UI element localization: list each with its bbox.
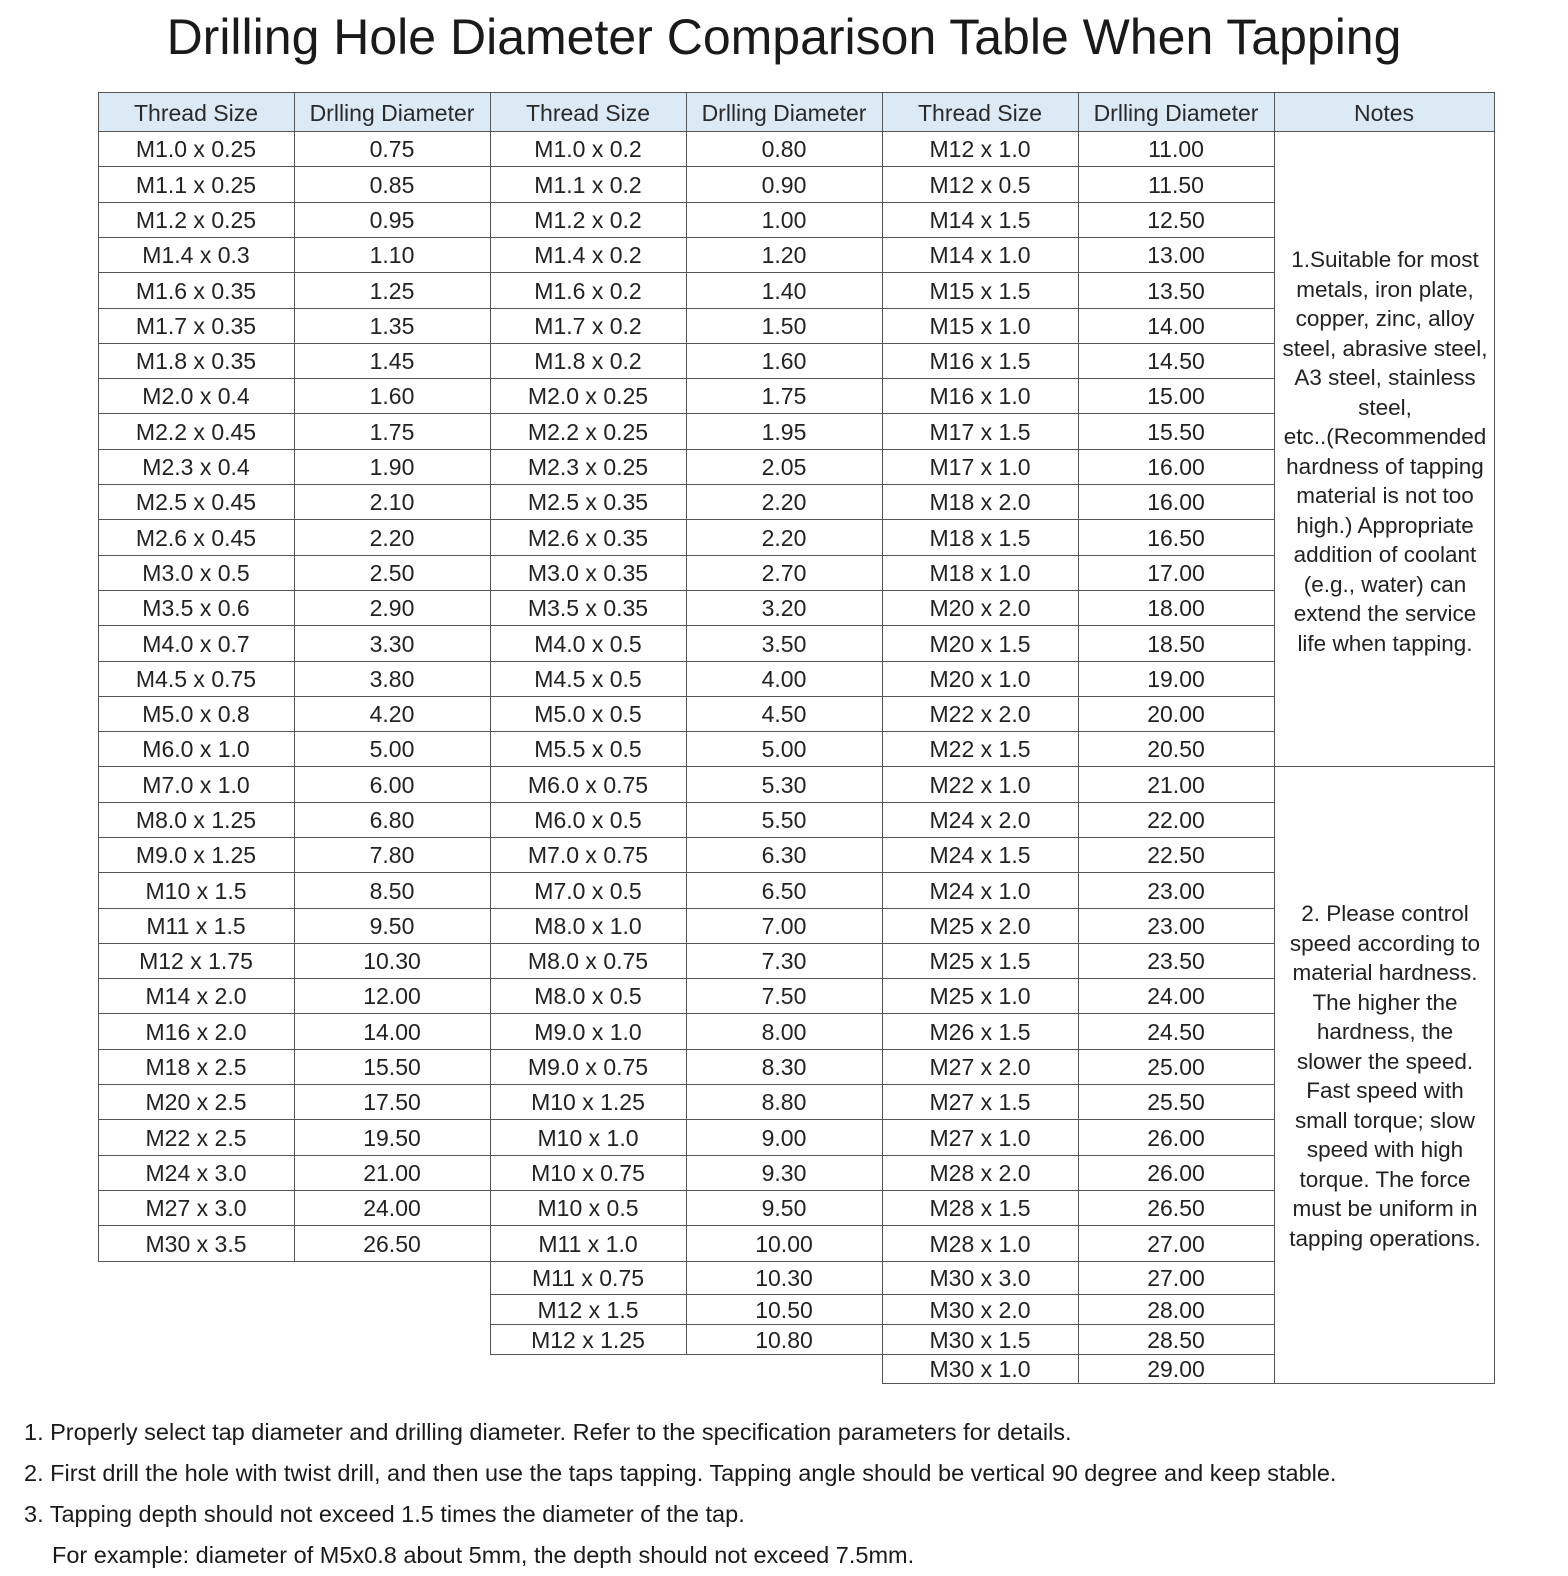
table-rule xyxy=(98,1261,491,1262)
g1-drilling-diameter: 0.95 xyxy=(369,207,415,233)
g1-thread-size: M1.2 x 0.25 xyxy=(135,207,257,233)
g1-thread-size: M1.7 x 0.35 xyxy=(135,313,257,339)
note-2-line: Fast speed with xyxy=(1306,1078,1464,1103)
note-2 xyxy=(1276,899,1494,1253)
g3-thread-size: M25 x 2.0 xyxy=(929,913,1031,939)
g3-drilling-diameter: 14.50 xyxy=(1147,348,1205,374)
table-rule xyxy=(1078,92,1079,1383)
g1-thread-size: M22 x 2.5 xyxy=(145,1125,247,1151)
g3-drilling-diameter: 28.00 xyxy=(1147,1297,1205,1323)
g2-thread-size: M8.0 x 0.75 xyxy=(527,948,649,974)
note-2-line: torque. The force xyxy=(1299,1166,1471,1192)
g3-drilling-diameter: 15.50 xyxy=(1147,419,1205,445)
g3-thread-size: M30 x 1.0 xyxy=(929,1356,1031,1382)
g1-drilling-diameter: 3.30 xyxy=(369,631,415,657)
g2-thread-size: M10 x 1.25 xyxy=(531,1089,645,1115)
g2-drilling-diameter: 6.50 xyxy=(761,878,807,904)
g2-drilling-diameter: 10.50 xyxy=(755,1297,813,1323)
g3-thread-size: M24 x 1.5 xyxy=(929,842,1031,868)
g2-thread-size: M10 x 1.0 xyxy=(537,1125,639,1151)
g3-drilling-diameter: 13.50 xyxy=(1147,278,1205,304)
g2-drilling-diameter: 10.80 xyxy=(755,1327,813,1353)
g3-drilling-diameter: 18.50 xyxy=(1147,631,1205,657)
g1-thread-size: M16 x 2.0 xyxy=(145,1019,247,1045)
g2-drilling-diameter: 10.30 xyxy=(755,1265,813,1291)
g3-drilling-diameter: 14.00 xyxy=(1147,313,1205,339)
g1-drilling-diameter: 9.50 xyxy=(369,913,415,939)
g1-drilling-diameter: 0.85 xyxy=(369,172,415,198)
g2-drilling-diameter: 3.50 xyxy=(761,631,807,657)
g3-drilling-diameter: 27.00 xyxy=(1147,1231,1205,1257)
g1-thread-size: M3.0 x 0.5 xyxy=(142,560,250,586)
g1-drilling-diameter: 21.00 xyxy=(363,1160,421,1186)
g3-drilling-diameter: 16.00 xyxy=(1147,454,1205,480)
g3-thread-size: M20 x 2.0 xyxy=(929,595,1031,621)
note-1-line: etc..(Recommended xyxy=(1283,424,1487,449)
g3-thread-size: M15 x 1.5 xyxy=(929,278,1031,304)
note-2-line: speed with high xyxy=(1306,1137,1464,1162)
g2-thread-size: M1.2 x 0.2 xyxy=(534,207,642,233)
g1-drilling-diameter: 1.10 xyxy=(369,242,415,268)
g2-thread-size: M9.0 x 0.75 xyxy=(527,1054,649,1080)
g3-drilling-diameter: 27.00 xyxy=(1147,1265,1205,1291)
note-2-line: material hardness. xyxy=(1292,960,1478,985)
g2-drilling-diameter: 8.00 xyxy=(761,1019,807,1045)
note-1 xyxy=(1276,245,1494,658)
g2-thread-size: M1.8 x 0.2 xyxy=(534,348,642,374)
g3-drilling-diameter: 23.00 xyxy=(1147,913,1205,939)
g3-thread-size: M16 x 1.0 xyxy=(929,383,1031,409)
g3-drilling-diameter: 25.00 xyxy=(1147,1054,1205,1080)
g1-drilling-diameter: 1.60 xyxy=(369,383,415,409)
g2-drilling-diameter: 5.50 xyxy=(761,807,807,833)
g2-thread-size: M2.0 x 0.25 xyxy=(527,383,649,409)
g1-drilling-diameter: 6.80 xyxy=(369,807,415,833)
g2-thread-size: M5.0 x 0.5 xyxy=(534,701,642,727)
g3-thread-size: M14 x 1.5 xyxy=(929,207,1031,233)
g3-drilling-diameter: 24.00 xyxy=(1147,983,1205,1009)
g1-thread-size: M1.4 x 0.3 xyxy=(142,242,250,268)
g1-thread-size: M20 x 2.5 xyxy=(145,1089,247,1115)
g2-thread-size: M2.3 x 0.25 xyxy=(527,454,649,480)
g3-drilling-diameter: 12.50 xyxy=(1147,207,1205,233)
g2-drilling-diameter: 2.20 xyxy=(761,489,807,515)
g1-thread-size: M2.2 x 0.45 xyxy=(135,419,257,445)
g2-drilling-diameter: 1.60 xyxy=(761,348,807,374)
g2-drilling-diameter: 1.20 xyxy=(761,242,807,268)
g1-drilling-diameter: 19.50 xyxy=(363,1125,421,1151)
g2-thread-size: M2.5 x 0.35 xyxy=(527,489,649,515)
note-1-line: steel, xyxy=(1358,394,1412,420)
g1-thread-size: M3.5 x 0.6 xyxy=(142,595,250,621)
g3-drilling-diameter: 16.50 xyxy=(1147,525,1205,551)
g3-drilling-diameter: 13.00 xyxy=(1147,242,1205,268)
g3-drilling-diameter: 11.00 xyxy=(1148,136,1204,162)
g3-drilling-diameter: 11.50 xyxy=(1148,172,1204,198)
g3-drilling-diameter: 23.50 xyxy=(1147,948,1205,974)
g1-thread-size: M10 x 1.5 xyxy=(145,878,247,904)
g2-drilling-diameter: 1.50 xyxy=(761,313,807,339)
g3-thread-size: M28 x 2.0 xyxy=(929,1160,1031,1186)
g1-drilling-diameter: 26.50 xyxy=(363,1231,421,1257)
note-1-line: extend the service xyxy=(1293,601,1477,626)
note-1-line: addition of coolant xyxy=(1293,542,1477,567)
g3-thread-size: M25 x 1.5 xyxy=(929,948,1031,974)
note-1-line: steel, abrasive steel, xyxy=(1282,335,1488,361)
g3-drilling-diameter: 22.50 xyxy=(1147,842,1205,868)
table-rule xyxy=(490,1354,883,1355)
g1-drilling-diameter: 0.75 xyxy=(369,136,415,162)
g3-thread-size: M27 x 2.0 xyxy=(929,1054,1031,1080)
g3-drilling-diameter: 20.50 xyxy=(1147,736,1205,762)
note-2-line: must be uniform in xyxy=(1292,1196,1478,1221)
g1-thread-size: M6.0 x 1.0 xyxy=(142,736,250,762)
g2-drilling-diameter: 8.30 xyxy=(761,1054,807,1080)
g2-drilling-diameter: 7.30 xyxy=(761,948,807,974)
g2-thread-size: M9.0 x 1.0 xyxy=(534,1019,642,1045)
g3-drilling-diameter: 15.00 xyxy=(1147,383,1205,409)
g2-thread-size: M12 x 1.25 xyxy=(531,1327,645,1353)
footer-line-2: 2. First drill the hole with twist drill, and then use the taps tapping. Tapping angle should be vertical 90 degree and keep stable. xyxy=(24,1460,1337,1486)
g1-thread-size: M7.0 x 1.0 xyxy=(142,772,250,798)
g1-drilling-diameter: 5.00 xyxy=(369,736,415,762)
g1-thread-size: M1.6 x 0.35 xyxy=(135,278,257,304)
g1-thread-size: M5.0 x 0.8 xyxy=(142,701,250,727)
note-1-line: 1.Suitable for most xyxy=(1291,247,1479,272)
g2-drilling-diameter: 3.20 xyxy=(761,595,807,621)
g2-thread-size: M1.6 x 0.2 xyxy=(534,278,642,304)
g1-drilling-diameter: 2.10 xyxy=(369,489,415,515)
note-1-line: (e.g., water) can xyxy=(1303,571,1467,597)
g3-thread-size: M16 x 1.5 xyxy=(929,348,1031,374)
g3-thread-size: M18 x 2.0 xyxy=(929,489,1031,515)
g1-drilling-diameter: 4.20 xyxy=(369,701,415,727)
g1-drilling-diameter: 2.50 xyxy=(369,560,415,586)
g2-drilling-diameter: 8.80 xyxy=(761,1089,807,1115)
g3-thread-size: M22 x 1.5 xyxy=(929,736,1031,762)
g2-drilling-diameter: 0.90 xyxy=(761,172,807,198)
g2-thread-size: M1.7 x 0.2 xyxy=(534,313,642,339)
g2-drilling-diameter: 4.50 xyxy=(761,701,807,727)
g3-thread-size: M17 x 1.5 xyxy=(929,419,1031,445)
g1-drilling-diameter: 8.50 xyxy=(369,878,415,904)
footer-instructions xyxy=(24,1412,1336,1576)
g3-thread-size: M12 x 1.0 xyxy=(929,136,1031,162)
g1-drilling-diameter: 6.00 xyxy=(369,772,415,798)
g2-thread-size: M6.0 x 0.5 xyxy=(534,807,642,833)
g2-thread-size: M11 x 0.75 xyxy=(531,1265,645,1291)
g2-drilling-diameter: 2.20 xyxy=(761,525,807,551)
g2-drilling-diameter: 7.00 xyxy=(761,913,807,939)
g3-drilling-diameter: 26.00 xyxy=(1147,1125,1205,1151)
table-rule xyxy=(686,92,687,1354)
page-title: Drilling Hole Diameter Comparison Table When Tapping xyxy=(166,9,1402,65)
g3-thread-size: M28 x 1.5 xyxy=(929,1195,1031,1221)
g1-thread-size: M8.0 x 1.25 xyxy=(135,807,257,833)
note-2-line: slower the speed. xyxy=(1296,1048,1474,1074)
g2-drilling-diameter: 2.05 xyxy=(761,454,807,480)
header-drilling-diameter-1: Drlling Diameter xyxy=(294,92,490,131)
g3-thread-size: M30 x 2.0 xyxy=(929,1297,1031,1323)
g1-thread-size: M1.0 x 0.25 xyxy=(135,136,257,162)
g2-drilling-diameter: 1.00 xyxy=(761,207,807,233)
g1-thread-size: M14 x 2.0 xyxy=(145,983,247,1009)
g2-thread-size: M5.5 x 0.5 xyxy=(534,736,642,762)
g1-thread-size: M1.1 x 0.25 xyxy=(135,172,257,198)
g2-drilling-diameter: 7.50 xyxy=(761,983,807,1009)
g1-drilling-diameter: 12.00 xyxy=(363,983,421,1009)
g2-drilling-diameter: 1.75 xyxy=(761,383,807,409)
g3-thread-size: M26 x 1.5 xyxy=(929,1019,1031,1045)
g1-drilling-diameter: 7.80 xyxy=(369,842,415,868)
g1-drilling-diameter: 1.35 xyxy=(369,313,415,339)
header-drilling-diameter-3: Drlling Diameter xyxy=(1078,92,1274,131)
note-2-line: tapping operations. xyxy=(1289,1225,1481,1251)
g2-drilling-diameter: 4.00 xyxy=(761,666,807,692)
g2-thread-size: M1.1 x 0.2 xyxy=(534,172,642,198)
g2-thread-size: M7.0 x 0.75 xyxy=(527,842,649,868)
g2-drilling-diameter: 1.95 xyxy=(761,419,807,445)
g1-drilling-diameter: 3.80 xyxy=(369,666,415,692)
note-1-line: copper, zinc, alloy xyxy=(1295,306,1475,331)
g2-thread-size: M7.0 x 0.5 xyxy=(534,878,642,904)
g1-drilling-diameter: 2.90 xyxy=(369,595,415,621)
g3-drilling-diameter: 18.00 xyxy=(1147,595,1205,621)
g2-thread-size: M6.0 x 0.75 xyxy=(527,772,649,798)
g1-thread-size: M2.3 x 0.4 xyxy=(142,454,250,480)
g1-thread-size: M18 x 2.5 xyxy=(145,1054,247,1080)
g3-thread-size: M18 x 1.5 xyxy=(929,525,1031,551)
g2-thread-size: M10 x 0.5 xyxy=(537,1195,639,1221)
g2-drilling-diameter: 5.00 xyxy=(761,736,807,762)
g3-drilling-diameter: 25.50 xyxy=(1147,1089,1205,1115)
table-rule xyxy=(294,92,295,1261)
g2-drilling-diameter: 2.70 xyxy=(761,560,807,586)
g3-drilling-diameter: 26.00 xyxy=(1147,1160,1205,1186)
g3-drilling-diameter: 17.00 xyxy=(1147,560,1205,586)
g2-thread-size: M1.4 x 0.2 xyxy=(534,242,642,268)
table-rule xyxy=(1274,131,1495,132)
g1-thread-size: M11 x 1.5 xyxy=(146,913,246,939)
g2-drilling-diameter: 1.40 xyxy=(761,278,807,304)
g3-thread-size: M28 x 1.0 xyxy=(929,1231,1031,1257)
g1-drilling-diameter: 2.20 xyxy=(369,525,415,551)
g3-drilling-diameter: 16.00 xyxy=(1147,489,1205,515)
g1-drilling-diameter: 15.50 xyxy=(363,1054,421,1080)
g3-thread-size: M17 x 1.0 xyxy=(929,454,1031,480)
g2-drilling-diameter: 9.30 xyxy=(761,1160,807,1186)
note-1-line: metals, iron plate, xyxy=(1296,276,1474,302)
table-rule xyxy=(98,92,99,1261)
note-1-line: hardness of tapping xyxy=(1286,453,1484,479)
g1-thread-size: M12 x 1.75 xyxy=(139,948,253,974)
footer-line-4: For example: diameter of M5x0.8 about 5mm, the depth should not exceed 7.5mm. xyxy=(52,1542,915,1568)
note-2-line: The higher the xyxy=(1312,989,1458,1015)
header-drilling-diameter-2: Drlling Diameter xyxy=(686,92,882,131)
g1-drilling-diameter: 1.25 xyxy=(369,278,415,304)
g1-thread-size: M27 x 3.0 xyxy=(145,1195,247,1221)
g1-drilling-diameter: 1.75 xyxy=(369,419,415,445)
g3-drilling-diameter: 19.00 xyxy=(1147,666,1205,692)
g2-thread-size: M4.0 x 0.5 xyxy=(534,631,642,657)
table-rule xyxy=(882,1383,1275,1384)
g3-thread-size: M14 x 1.0 xyxy=(929,242,1031,268)
g1-drilling-diameter: 1.90 xyxy=(369,454,415,480)
g2-drilling-diameter: 0.80 xyxy=(761,136,807,162)
g3-thread-size: M27 x 1.0 xyxy=(929,1125,1031,1151)
g1-thread-size: M4.0 x 0.7 xyxy=(142,631,250,657)
note-1-line: life when tapping. xyxy=(1297,630,1473,656)
g3-drilling-diameter: 29.00 xyxy=(1147,1356,1205,1382)
g3-drilling-diameter: 20.00 xyxy=(1147,701,1205,727)
footer-line-3: 3. Tapping depth should not exceed 1.5 times the diameter of the tap. xyxy=(24,1501,745,1527)
g1-thread-size: M2.0 x 0.4 xyxy=(142,383,250,409)
g3-thread-size: M30 x 3.0 xyxy=(929,1265,1031,1291)
g1-thread-size: M24 x 3.0 xyxy=(145,1160,247,1186)
note-1-line: material is not too xyxy=(1296,483,1474,508)
g2-drilling-diameter: 6.30 xyxy=(761,842,807,868)
g3-drilling-diameter: 21.00 xyxy=(1147,772,1205,798)
g3-thread-size: M20 x 1.5 xyxy=(929,631,1031,657)
g1-thread-size: M30 x 3.5 xyxy=(145,1231,247,1257)
header-notes: Notes xyxy=(1274,92,1494,131)
header-thread-size-1: Thread Size xyxy=(98,92,294,131)
g2-thread-size: M4.5 x 0.5 xyxy=(534,666,642,692)
g3-drilling-diameter: 22.00 xyxy=(1147,807,1205,833)
g1-drilling-diameter: 14.00 xyxy=(363,1019,421,1045)
header-thread-size-2: Thread Size xyxy=(490,92,686,131)
table-rule xyxy=(1494,92,1495,1383)
g1-thread-size: M1.8 x 0.35 xyxy=(135,348,257,374)
g3-thread-size: M30 x 1.5 xyxy=(929,1327,1031,1353)
g2-drilling-diameter: 9.50 xyxy=(761,1195,807,1221)
g3-thread-size: M15 x 1.0 xyxy=(929,313,1031,339)
note-2-line: hardness, the xyxy=(1316,1019,1454,1044)
g3-thread-size: M22 x 1.0 xyxy=(929,772,1031,798)
g3-thread-size: M22 x 2.0 xyxy=(929,701,1031,727)
g2-drilling-diameter: 10.00 xyxy=(755,1231,813,1257)
g3-thread-size: M12 x 0.5 xyxy=(929,172,1031,198)
table-rule xyxy=(1274,1383,1495,1384)
g2-thread-size: M10 x 0.75 xyxy=(531,1160,645,1186)
note-2-line: speed according to xyxy=(1289,930,1481,956)
g2-thread-size: M3.5 x 0.35 xyxy=(527,595,649,621)
g1-drilling-diameter: 17.50 xyxy=(363,1089,421,1115)
g1-thread-size: M2.6 x 0.45 xyxy=(135,525,257,551)
g3-thread-size: M24 x 2.0 xyxy=(929,807,1031,833)
g3-thread-size: M24 x 1.0 xyxy=(929,878,1031,904)
g1-drilling-diameter: 24.00 xyxy=(363,1195,421,1221)
note-1-line: high.) Appropriate xyxy=(1296,512,1474,538)
g3-drilling-diameter: 28.50 xyxy=(1147,1327,1205,1353)
note-2-line: small torque; slow xyxy=(1294,1107,1476,1133)
g2-thread-size: M3.0 x 0.35 xyxy=(527,560,649,586)
g2-thread-size: M8.0 x 1.0 xyxy=(534,913,642,939)
table-rule xyxy=(1274,766,1495,767)
g1-thread-size: M9.0 x 1.25 xyxy=(135,842,257,868)
g2-thread-size: M12 x 1.5 xyxy=(537,1297,639,1323)
g1-drilling-diameter: 1.45 xyxy=(369,348,415,374)
g3-drilling-diameter: 24.50 xyxy=(1147,1019,1205,1045)
table-rule xyxy=(1274,92,1275,1383)
g2-drilling-diameter: 9.00 xyxy=(761,1125,807,1151)
g3-thread-size: M18 x 1.0 xyxy=(929,560,1031,586)
g3-thread-size: M20 x 1.0 xyxy=(929,666,1031,692)
table-rule xyxy=(490,92,491,1354)
g1-thread-size: M2.5 x 0.45 xyxy=(135,489,257,515)
g3-thread-size: M27 x 1.5 xyxy=(929,1089,1031,1115)
table-rule xyxy=(882,92,883,1383)
g2-thread-size: M8.0 x 0.5 xyxy=(534,983,642,1009)
g3-drilling-diameter: 23.00 xyxy=(1147,878,1205,904)
table-rule xyxy=(1274,92,1495,93)
g2-thread-size: M2.6 x 0.35 xyxy=(527,525,649,551)
g3-drilling-diameter: 26.50 xyxy=(1147,1195,1205,1221)
g1-thread-size: M4.5 x 0.75 xyxy=(135,666,257,692)
g2-drilling-diameter: 5.30 xyxy=(761,772,807,798)
footer-line-1: 1. Properly select tap diameter and drilling diameter. Refer to the specification parameters for details. xyxy=(24,1419,1072,1445)
g3-thread-size: M25 x 1.0 xyxy=(929,983,1031,1009)
g2-thread-size: M1.0 x 0.2 xyxy=(534,136,642,162)
g1-drilling-diameter: 10.30 xyxy=(363,948,421,974)
note-1-line: A3 steel, stainless xyxy=(1294,365,1476,390)
note-2-line: 2. Please control xyxy=(1301,901,1469,926)
header-thread-size-3: Thread Size xyxy=(882,92,1078,131)
g2-thread-size: M2.2 x 0.25 xyxy=(527,419,649,445)
g2-thread-size: M11 x 1.0 xyxy=(538,1231,638,1257)
